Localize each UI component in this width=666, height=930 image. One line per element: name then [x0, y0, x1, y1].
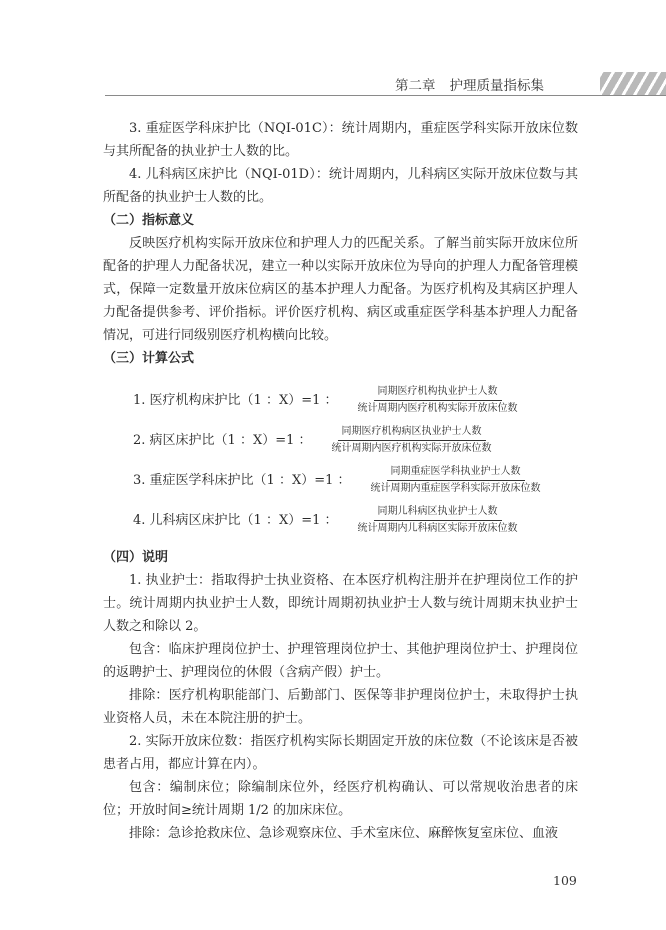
fraction-numerator: 同期重症医学科执业护士人数 [387, 465, 525, 481]
page-number: 109 [553, 873, 577, 888]
fraction-numerator: 同期医疗机构病区执业护士人数 [338, 425, 486, 441]
significance-paragraph: 反映医疗机构实际开放床位和护理人力的匹配关系。了解当前实际开放床位所配备的护理人力配备状况，建立一种以实际开放床位为导向的护理人力配备管理模式，保障一定数量开放床位病区的基本护理人力配备。为医疗机构及其病区护理人力配备提供参考、评价指标。评价医疗机构、病区或重症医学科基本护理人力配备情况，可进行同级别医疗机构横向比较。 [103, 236, 578, 343]
fraction-denominator: 统计周期内儿科病区实际开放床位数 [357, 522, 518, 534]
note-licensed-nurse: 1. 执业护士：指取得护士执业资格、在本医疗机构注册并在护理岗位工作的护士。统计周期内执业护士人数，即统计周期初执业护士人数与统计周期末执业护士人数之和除以 2。 [103, 573, 578, 634]
fraction-numerator: 同期儿科病区执业护士人数 [374, 505, 502, 521]
note-include-nurses: 包含：临床护理岗位护士、护理管理岗位护士、其他护理岗位护士、护理岗位的返聘护士、护理岗位的休假（含病产假）护士。 [103, 642, 578, 680]
formula-list [103, 380, 578, 540]
chapter-label: 第二章 [395, 78, 436, 94]
fraction [354, 505, 522, 536]
formula-1 [103, 380, 578, 420]
note-exclude-beds: 排除：急诊抢救床位、急诊观察床位、手术室床位、麻醉恢复室床位、血液 [129, 826, 559, 841]
formula-label: 2. 病区床护比（1 ：X）=1 ： [133, 432, 312, 448]
running-header [395, 74, 544, 94]
page-body [103, 117, 578, 845]
section-heading-significance: （二）指标意义 [103, 213, 195, 228]
fraction-denominator: 统计周期内医疗机构实际开放床位数 [331, 442, 492, 454]
header-rule [105, 95, 666, 96]
item-4-definition: 4. 儿科病区床护比（NQI-01D）：统计周期内，儿科病区实际开放床位数与其所配备的执业护士人数的比。 [103, 167, 578, 205]
formula-label: 4. 儿科病区床护比（1 ：X）=1 ： [133, 512, 338, 528]
header-decoration [600, 72, 666, 96]
formula-label: 3. 重症医学科床护比（1 ：X）=1 ： [133, 472, 351, 488]
section-heading-formula: （三）计算公式 [103, 351, 195, 366]
note-include-beds: 包含：编制床位；除编制床位外，经医疗机构确认、可以常规收治患者的床位；开放时间≥统计周期 1/2 的加床床位。 [103, 780, 578, 818]
formula-2 [103, 420, 578, 460]
note-exclude-nurses: 排除：医疗机构职能部门、后勤部门、医保等非护理岗位护士，未取得护士执业资格人员，未在本院注册的护士。 [103, 688, 578, 726]
formula-3 [103, 460, 578, 500]
chapter-title: 护理质量指标集 [449, 78, 544, 94]
fraction [328, 425, 496, 456]
formula-4 [103, 500, 578, 540]
fraction-denominator: 统计周期内医疗机构实际开放床位数 [357, 402, 518, 414]
item-3-definition: 3. 重症医学科床护比（NQI-01C）：统计周期内，重症医学科实际开放床位数与其所配备的执业护士人数的比。 [103, 121, 578, 159]
fraction-numerator: 同期医疗机构执业护士人数 [374, 385, 502, 401]
formula-label: 1. 医疗机构床护比（1 ：X）=1 ： [133, 392, 338, 408]
fraction [367, 465, 545, 496]
fraction [354, 385, 522, 416]
fraction-denominator: 统计周期内重症医学科实际开放床位数 [370, 482, 541, 494]
section-heading-notes: （四）说明 [103, 550, 169, 565]
note-open-beds: 2. 实际开放床位数：指医疗机构实际长期固定开放的床位数（不论该床是否被患者占用，都应计算在内）。 [103, 734, 578, 772]
